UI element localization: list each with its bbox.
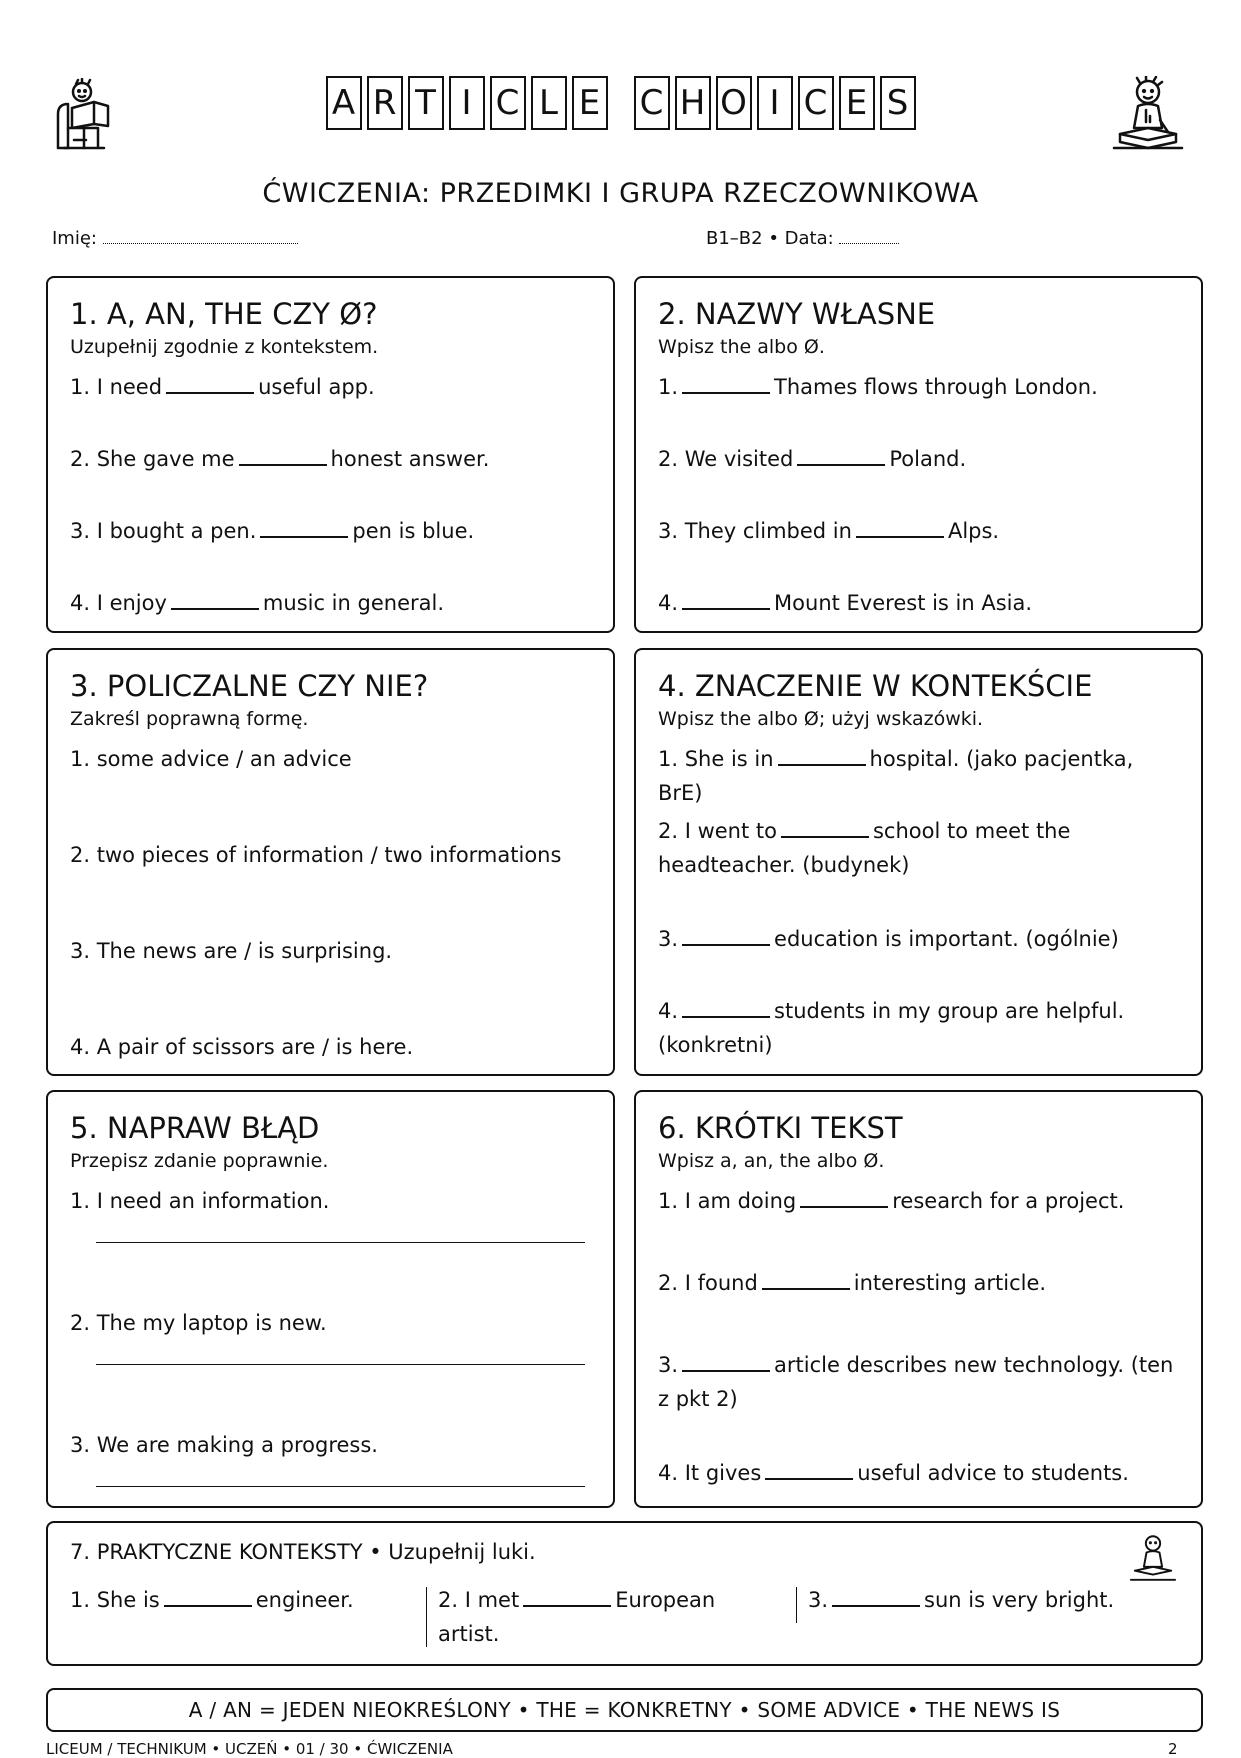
answer-blank[interactable]	[523, 1587, 611, 1607]
answer-blank[interactable]	[682, 926, 770, 946]
title-letter: R	[367, 76, 403, 130]
answer-line[interactable]	[96, 1242, 585, 1243]
page-subtitle: ĆWICZENIA: PRZEDIMKI I GRUPA RZECZOWNIKOWA	[262, 178, 979, 209]
section-title: 5. NAPRAW BŁĄD	[70, 1111, 320, 1145]
answer-blank[interactable]	[166, 374, 254, 394]
section-instruction: Zakreśl poprawną formę.	[70, 708, 309, 730]
title-letter: E	[839, 76, 875, 130]
section-5-box	[46, 1090, 615, 1508]
exercise-item[interactable]: 2. two pieces of information / two informations	[70, 843, 562, 867]
exercise-item: 1. Thames flows through London.	[658, 375, 1098, 399]
date-field[interactable]	[706, 228, 899, 249]
answer-blank[interactable]	[856, 518, 944, 538]
answer-blank[interactable]	[765, 1460, 853, 1480]
title-letter: C	[490, 76, 526, 130]
section-1-box	[46, 276, 615, 633]
answer-blank[interactable]	[797, 446, 885, 466]
exercise-item: 4. students in my group are helpful. (konkretni)	[658, 999, 1125, 1057]
answer-blank[interactable]	[682, 998, 770, 1018]
answer-blank[interactable]	[682, 374, 770, 394]
answer-blank[interactable]	[682, 1352, 770, 1372]
answer-blank[interactable]	[781, 818, 869, 838]
page-number: 2	[1168, 1740, 1178, 1758]
exercise-item: 4. I enjoy music in general.	[70, 591, 444, 615]
title-letter: C	[798, 76, 834, 130]
answer-blank[interactable]	[239, 446, 327, 466]
title-letter: O	[716, 76, 752, 130]
exercise-item[interactable]: 1. some advice / an advice	[70, 747, 352, 771]
answer-blank[interactable]	[778, 746, 866, 766]
section-title: 6. KRÓTKI TEKST	[658, 1111, 903, 1145]
section-3-box	[46, 648, 615, 1076]
column-divider	[426, 1587, 427, 1647]
title-letter: A	[326, 76, 362, 130]
exercise-item: 2. The my laptop is new.	[70, 1311, 327, 1335]
title-letter: I	[757, 76, 793, 130]
worksheet-title	[0, 76, 1241, 136]
exercise-item: 1. I need an information.	[70, 1189, 330, 1213]
exercise-item: 4. It gives useful advice to students.	[658, 1461, 1129, 1485]
column-divider	[796, 1587, 797, 1623]
answer-line[interactable]	[96, 1364, 585, 1365]
exercise-item: 3. They climbed in Alps.	[658, 519, 1000, 543]
exercise-item: 4. Mount Everest is in Asia.	[658, 591, 1033, 615]
exercise-item: 2. She gave me honest answer.	[70, 447, 490, 471]
section-instruction: Wpisz the albo Ø; użyj wskazówki.	[658, 708, 984, 730]
exercise-item: 1. I am doing research for a project.	[658, 1189, 1125, 1213]
section-title: 3. POLICZALNE CZY NIE?	[70, 669, 429, 703]
section-title: 2. NAZWY WŁASNE	[658, 297, 936, 331]
section-title: 4. ZNACZENIE W KONTEKŚCIE	[658, 669, 1093, 703]
title-letter: T	[408, 76, 444, 130]
section-title: 1. A, AN, THE CZY Ø?	[70, 297, 378, 331]
exercise-item: 3. sun is very bright.	[808, 1588, 1115, 1612]
exercise-item: 1. I need useful app.	[70, 375, 375, 399]
section-instruction: Wpisz a, an, the albo Ø.	[658, 1150, 885, 1172]
section-2-box	[634, 276, 1203, 633]
title-letter: S	[880, 76, 916, 130]
section-instruction: Przepisz zdanie poprawnie.	[70, 1150, 329, 1172]
rule-summary-box	[46, 1688, 1203, 1732]
exercise-item: 2. I went to school to meet the headteacher. (budynek)	[658, 819, 1071, 877]
answer-line[interactable]	[96, 1486, 585, 1487]
answer-blank[interactable]	[832, 1587, 920, 1607]
section-instruction: Uzupełnij zgodnie z kontekstem.	[70, 336, 379, 358]
exercise-item: 3. education is important. (ogólnie)	[658, 927, 1119, 951]
section-title: 7. PRAKTYCZNE KONTEKSTY • Uzupełnij luki.	[70, 1540, 536, 1564]
exercise-item[interactable]: 3. The news are / is surprising.	[70, 939, 393, 963]
exercise-item: 2. I found interesting article.	[658, 1271, 1047, 1295]
name-field[interactable]	[52, 228, 298, 249]
exercise-item: 2. I met European artist.	[438, 1588, 716, 1646]
answer-blank[interactable]	[171, 590, 259, 610]
name-label: Imię:	[52, 228, 97, 249]
answer-blank[interactable]	[260, 518, 348, 538]
title-word-choices	[634, 76, 916, 136]
title-letter: E	[572, 76, 608, 130]
section-instruction: Wpisz the albo Ø.	[658, 336, 825, 358]
footer-info: LICEUM / TECHNIKUM • UCZEŃ • 01 / 30 • ĆWICZENIA	[46, 1740, 453, 1758]
small-writing-kid-icon	[1128, 1533, 1178, 1585]
exercise-item: 1. She is in hospital. (jako pacjentka, BrE)	[658, 747, 1134, 805]
title-letter: L	[531, 76, 567, 130]
answer-blank[interactable]	[164, 1587, 252, 1607]
title-word-article	[326, 76, 608, 136]
rule-summary: A / AN = JEDEN NIEOKREŚLONY • THE = KONKRETNY • SOME ADVICE • THE NEWS IS	[188, 1698, 1061, 1722]
exercise-item: 3. article describes new technology. (ten z pkt 2)	[658, 1353, 1174, 1411]
level-date-label: B1–B2 • Data:	[706, 228, 834, 249]
exercise-item: 2. We visited Poland.	[658, 447, 967, 471]
answer-blank[interactable]	[682, 590, 770, 610]
date-dotted-line[interactable]	[839, 229, 899, 244]
title-letter: H	[675, 76, 711, 130]
answer-blank[interactable]	[762, 1270, 850, 1290]
exercise-item[interactable]: 4. A pair of scissors are / is here.	[70, 1035, 414, 1059]
section-4-box	[634, 648, 1203, 1076]
section-6-box	[634, 1090, 1203, 1508]
exercise-item: 1. She is engineer.	[70, 1588, 354, 1612]
name-dotted-line[interactable]	[103, 229, 298, 244]
title-letter: I	[449, 76, 485, 130]
section-7-box	[46, 1521, 1203, 1666]
exercise-item: 3. I bought a pen. pen is blue.	[70, 519, 475, 543]
exercise-item: 3. We are making a progress.	[70, 1433, 378, 1457]
answer-blank[interactable]	[800, 1188, 888, 1208]
title-letter: C	[634, 76, 670, 130]
